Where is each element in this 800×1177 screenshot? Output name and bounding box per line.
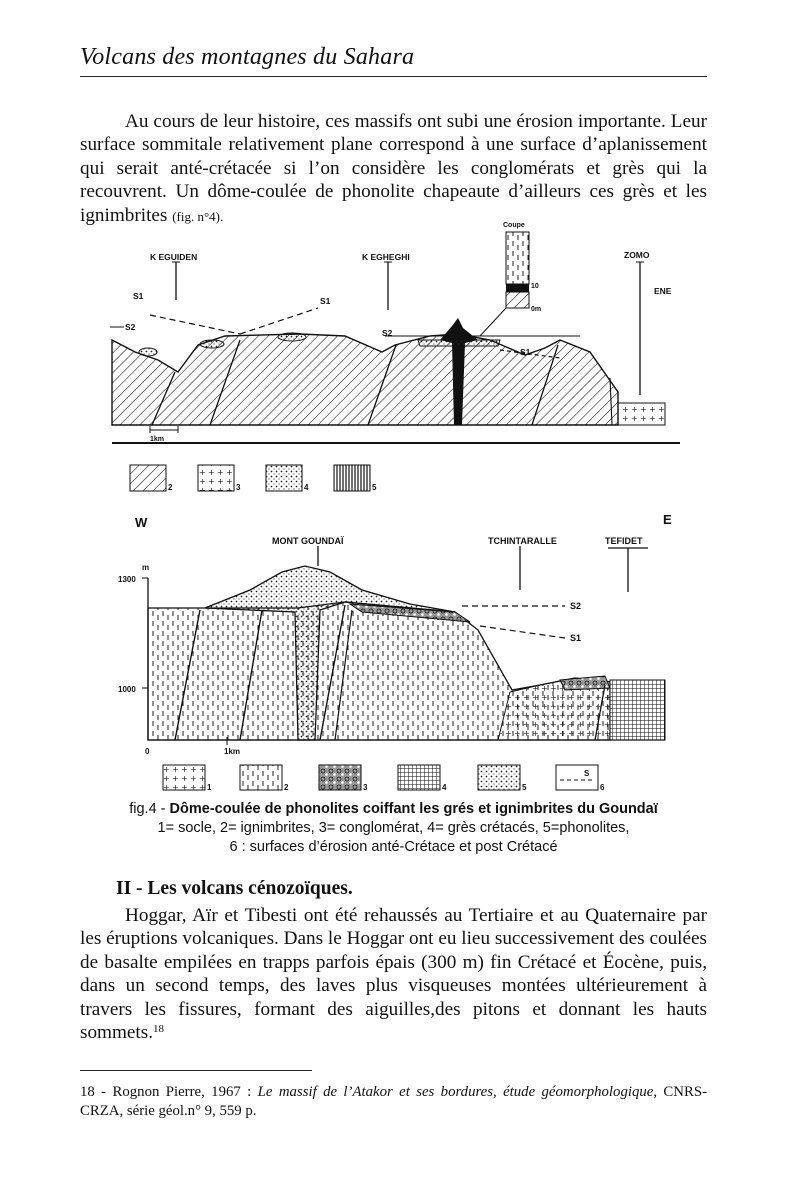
footnote xyxy=(80,1083,707,1121)
caption-prefix: fig.4 - xyxy=(129,801,170,817)
figure-reference: (fig. n°4). xyxy=(172,208,224,224)
bottom-cross-section xyxy=(118,512,672,756)
label-mont-goundai: MONT GOUNDAÏ xyxy=(272,536,344,546)
label-tefidet: TEFIDET xyxy=(605,536,643,546)
caption-title: Dôme-coulée de phonolites coiffant les grés et ignimbrites du Goundaï xyxy=(169,801,658,817)
top-legend-3: 3 xyxy=(236,483,241,492)
footnote-title: Le massif de l’Atakor et ses bordures, étude géomorphologique xyxy=(257,1084,654,1100)
bottom-legend-4: 4 xyxy=(442,783,447,792)
top-legend xyxy=(130,465,377,492)
intro-text: Au cours de leur histoire, ces massifs ont subi une érosion importante. Leur surface sommitale relativement plane correspond à une surface d’aplanissement qui serait anté-crétacée si l’on considère les conglomérats et grès qui la recouvrent. Un dôme-coulée de phonolite chapeaute d’ailleurs ces grès et les ignimbrites xyxy=(80,111,707,226)
label-k-egheghi: K EGHEGHI xyxy=(362,252,410,262)
caption-title-line xyxy=(80,800,707,819)
label-east: E xyxy=(663,512,672,527)
label-s1-bottom: S1 xyxy=(570,633,582,643)
footnote-rest: , CNRS-CRZA, série géol.n° 9, 559 p. xyxy=(80,1084,707,1119)
bottom-legend-1: 1 xyxy=(207,783,212,792)
top-legend-4: 4 xyxy=(304,483,309,492)
section-title: II - Les volcans cénozoïques. xyxy=(116,878,353,899)
label-unit-m: m xyxy=(142,563,150,572)
label-s2-mid: S2 xyxy=(382,328,393,338)
bottom-legend-2: 2 xyxy=(284,783,289,792)
label-s2-left: S2 xyxy=(125,322,136,332)
footnote-rule xyxy=(80,1070,312,1071)
label-y-1000: 1000 xyxy=(118,685,136,694)
bottom-legend xyxy=(163,765,605,792)
caption-line-2: 1= socle, 2= ignimbrites, 3= conglomérat, 4= grès crétacés, 5=phonolites, xyxy=(157,820,630,836)
label-s2-bottom: S2 xyxy=(570,601,582,611)
bottom-legend-s: S xyxy=(584,769,590,778)
top-legend-2: 2 xyxy=(168,483,173,492)
label-depth-0: 0m xyxy=(531,306,542,313)
bottom-legend-6: 6 xyxy=(600,783,605,792)
label-s1-mid: S1 xyxy=(320,296,331,306)
label-s1-left: S1 xyxy=(133,291,144,301)
body-paragraph xyxy=(80,904,707,1044)
top-cross-section xyxy=(110,222,680,443)
label-west: W xyxy=(135,515,148,530)
body-text: Hoggar, Aïr et Tibesti ont été rehaussés au Tertiaire et au Quaternaire par les éruptions volcaniques. Dans le Hoggar ont eu lieu successivement des coulées de basalte empilées en trapps parfois épais (300 m) fin Crétacé et Éocène, puis, dans un second temps, des laves plus visqueuses montées ultérieurement à travers les fissures, formant des aiguilles,des pitons et donnant les hauts sommets. xyxy=(80,905,707,1044)
label-s1-right: S1 xyxy=(520,347,531,357)
label-ene: ENE xyxy=(654,286,672,296)
label-depth-10: 10 xyxy=(531,283,539,290)
caption-line-3: 6 : surfaces d’érosion anté-Crétace et post Crétacé xyxy=(229,839,558,855)
bottom-legend-5: 5 xyxy=(522,783,527,792)
label-scale-top: 1km xyxy=(150,436,165,443)
figure-caption xyxy=(80,800,707,857)
label-y-1300: 1300 xyxy=(118,575,136,584)
label-x-1km: 1km xyxy=(224,747,241,756)
running-head: Volcans des montagnes du Sahara xyxy=(80,44,415,70)
label-k-eguiden: K EGUIDEN xyxy=(150,252,198,262)
footnote-number: 18 xyxy=(80,1084,95,1100)
bottom-legend-3: 3 xyxy=(363,783,368,792)
footnote-reference[interactable]: 18 xyxy=(153,1023,165,1036)
label-x-0: 0 xyxy=(145,747,150,756)
footnote-author: - Rognon Pierre, 1967 : xyxy=(94,1084,258,1100)
label-zomo: ZOMO xyxy=(624,250,650,260)
label-coupe: Coupe xyxy=(503,222,525,229)
top-legend-5: 5 xyxy=(372,483,377,492)
label-tchintaralle: TCHINTARALLE xyxy=(488,536,557,546)
